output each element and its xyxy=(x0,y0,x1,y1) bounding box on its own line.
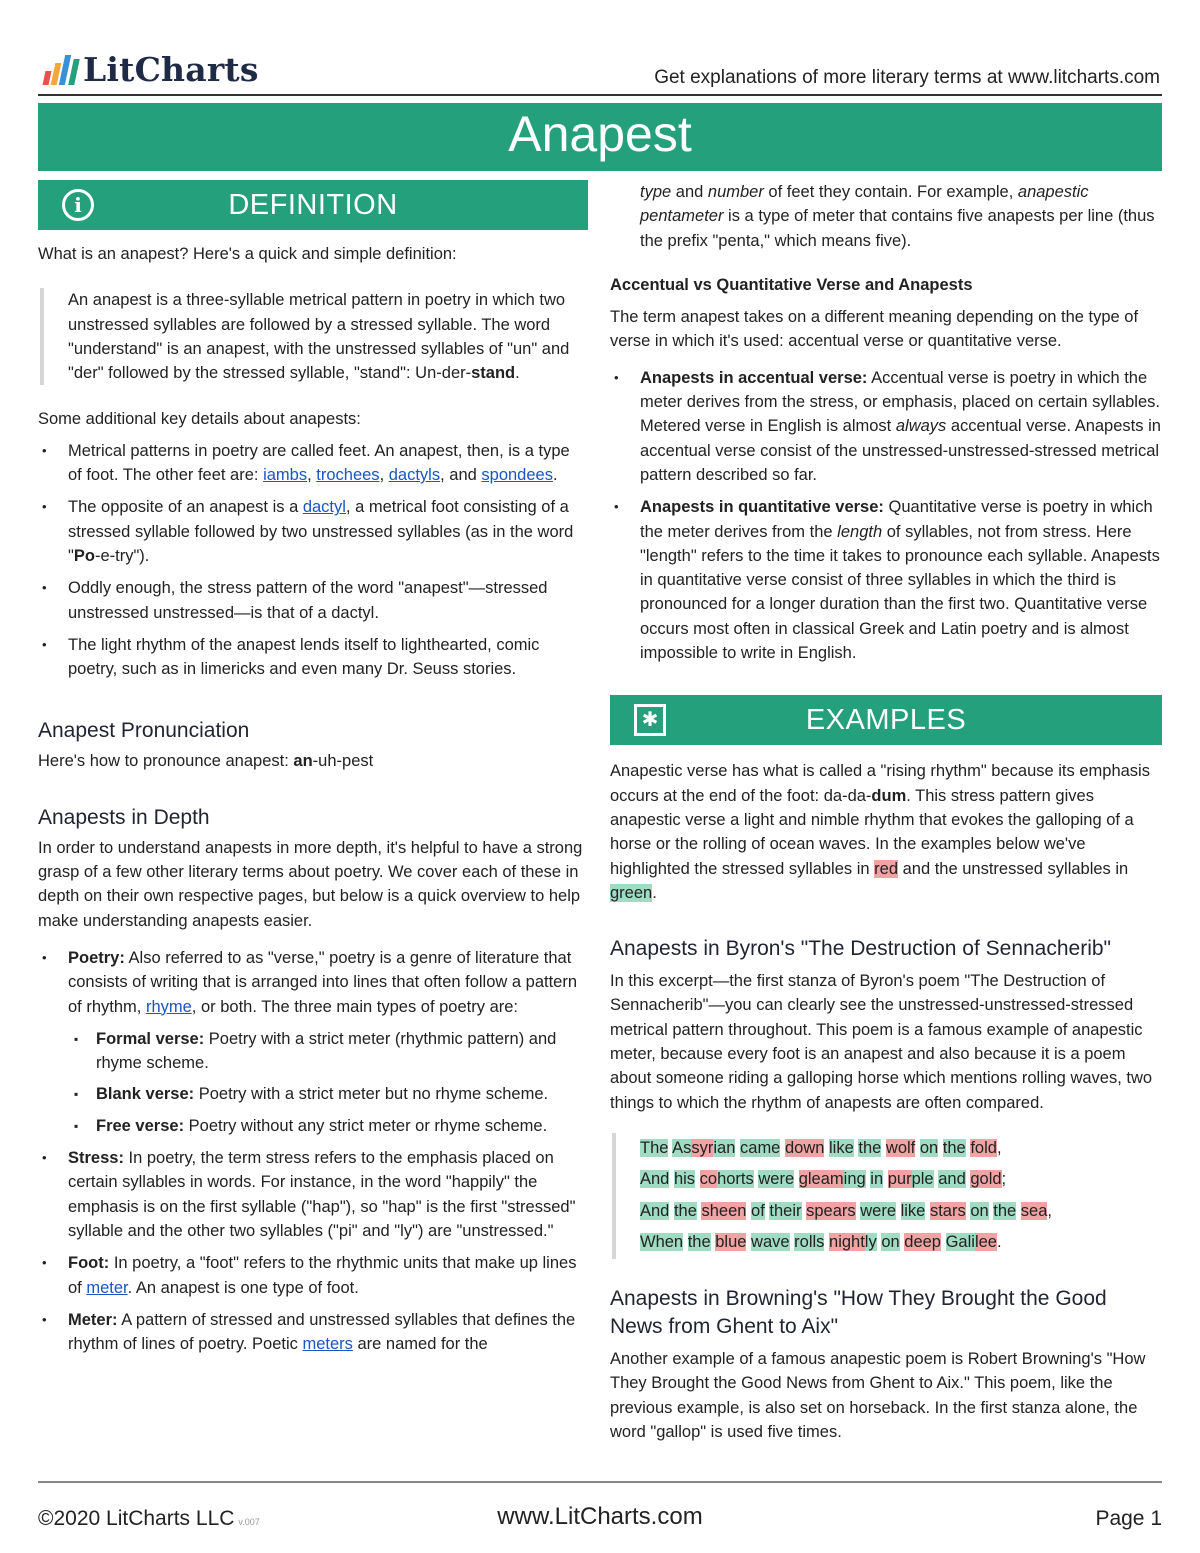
unstressed-syllable: like xyxy=(900,1201,926,1220)
in-depth-intro: In order to understand anapests in more depth, it's helpful to have a strong grasp of a few other literary terms about poetry. We cover each of these in depth on their own respective pages, but below is a quick overview to help make understanding anapests easier. xyxy=(38,838,583,930)
site-link[interactable]: www.LitCharts.com xyxy=(497,1503,703,1530)
list-item: • The opposite of an anapest is a dactyl, a metrical foot consisting of a stressed syllable followed by two unstressed syllables (as in the word "Po-e-try"). xyxy=(38,495,588,568)
link-spondees[interactable]: spondees xyxy=(481,466,553,485)
accentual-intro: The term anapest takes on a different meaning depending on the type of verse in which it's used: accentual verse or quantitative verse. xyxy=(610,308,1139,351)
unstressed-syllable: came xyxy=(740,1138,781,1157)
list-item: • Foot: In poetry, a "foot" refers to the rhythmic units that make up lines of meter. An anapest is one type of foot. xyxy=(38,1251,588,1300)
pronunciation-text: Here's how to pronounce anapest: an-uh-pest xyxy=(38,752,374,771)
list-item: ▪ Free verse: Poetry without any strict meter or rhyme scheme. xyxy=(38,1114,588,1138)
unstressed-syllable: As xyxy=(672,1138,692,1157)
stressed-syllable: night xyxy=(829,1233,865,1252)
stressed-syllable: down xyxy=(784,1138,825,1157)
list-item: ▪ Blank verse: Poetry with a strict meter but no rhyme scheme. xyxy=(38,1082,588,1106)
unstressed-syllable: ing xyxy=(843,1170,866,1189)
link-iambs[interactable]: iambs xyxy=(263,466,308,485)
right-column xyxy=(610,180,1162,1444)
link-rhyme[interactable]: rhyme xyxy=(145,997,192,1016)
definition-intro: What is an anapest? Here's a quick and simple definition: xyxy=(38,245,457,263)
browning-text: Another example of a famous anapestic poem is Robert Browning's "How They Brought the Good News from Ghent to Aix." This poem, like the previous example, is also set on horseback. In the first stanza alone, the word "gallop" is used five times. xyxy=(610,1349,1146,1441)
byron-text: In this excerpt—the first stanza of Byron's poem "The Destruction of Sennacherib"—you can clearly see the unstressed-unstressed-stressed metrical pattern throughout. This poem is a famous example of anapestic meter, because every foot is an anapest and also because it is a poem about someone riding a galloping horse which mentions rolling waves, two things to which the rhythm of anapests are often compared. xyxy=(610,972,1153,1112)
list-item: • Metrical patterns in poetry are called feet. An anapest, then, is a type of foot. The other feet are: iambs, trochees, dactyls, and spondees. xyxy=(38,439,588,488)
byron-poem xyxy=(612,1133,1162,1259)
stressed-syllable: pur xyxy=(887,1170,912,1189)
unstressed-syllable: of xyxy=(751,1201,765,1220)
unstressed-syllable: i xyxy=(971,1233,975,1252)
unstressed-syllable: on xyxy=(970,1201,989,1220)
key-details-intro: Some additional key details about anapests: xyxy=(38,410,361,429)
link-dactyls[interactable]: dactyls xyxy=(388,466,441,485)
byron-heading: Anapests in Byron's "The Destruction of Sennacherib" xyxy=(610,937,1112,961)
stressed-syllable: stars xyxy=(929,1201,966,1220)
definition-header xyxy=(38,180,588,230)
unstressed-syllable: in xyxy=(870,1170,884,1189)
stressed-syllable: wolf xyxy=(885,1138,916,1157)
unstressed-syllable: were xyxy=(860,1201,896,1220)
definition-quote: An anapest is a three-syllable metrical pattern in poetry in which two unstressed syllables are followed by a stressed syllable. The word "understand" is an anapest, with the unstressed syllables of "un" and "der" followed by the stressed syllable, "stand": Un-der-stand. xyxy=(40,288,588,385)
unstressed-syllable: rolls xyxy=(794,1233,825,1252)
logo-bars-icon xyxy=(44,55,77,85)
examples-header xyxy=(610,695,1162,745)
in-depth-heading: Anapests in Depth xyxy=(38,805,210,829)
unstressed-syllable: his xyxy=(673,1170,696,1189)
stressed-syllable: co xyxy=(699,1170,718,1189)
list-item: • Oddly enough, the stress pattern of the word "anapest"—stressed unstressed unstressed—is that of a dactyl. xyxy=(38,576,588,625)
list-item: • Anapests in accentual verse: Accentual verse is poetry in which the meter derives from the stress, or emphasis, placed on certain syllables. Metered verse in English is almost always accentual verse. Anapests in accentual verse consist of the unstressed-unstressed-stressed metrical pattern described so far. xyxy=(610,366,1162,487)
meter-continuation: type and number of feet they contain. For example, anapestic pentameter is a type of meter that contains five anapests per line (thus the prefix "penta," which means five). xyxy=(640,183,1155,250)
list-item: • Anapests in quantitative verse: Quantitative verse is poetry in which the meter derives from the length of syllables, not from stress. Here "length" refers to the time it takes to pronounce each syllable. Anapests in quantitative verse consist of three syllables in which the third is pronounced for a longer duration than the first two. Quantitative verse occurs most often in classical Greek and Latin poetry and is almost impossible to write in English. xyxy=(610,495,1162,665)
stressed-syllable: deep xyxy=(904,1233,941,1252)
stressed-syllable: fold xyxy=(970,1138,997,1157)
link-meter[interactable]: meter xyxy=(86,1278,128,1297)
unstressed-syllable: their xyxy=(769,1201,802,1220)
tagline: Get explanations of more literary terms at www.litcharts.com xyxy=(654,67,1160,88)
unstressed-syllable: the xyxy=(993,1201,1017,1220)
browning-heading: Anapests in Browning's "How They Brought the Good News from Ghent to Aix" xyxy=(610,1286,1107,1338)
red-highlight-sample: red xyxy=(874,859,899,878)
stressed-syllable: gold xyxy=(970,1170,1002,1189)
info-icon: i xyxy=(62,189,94,221)
list-item: • Meter: A pattern of stressed and unstressed syllables that defines the rhythm of lines of poetry. Poetic meters are named for the xyxy=(38,1308,588,1357)
examples-intro: Anapestic verse has what is called a "rising rhythm" because its emphasis occurs at the end of the foot: da-da-dum. This stress pattern gives anapestic verse a light and nimble rhythm that evokes the galloping of a horse or the rolling of ocean waves. In the examples below we've highlighted the stressed syllables in red and the unstressed syllables in green. xyxy=(610,762,1150,902)
unstressed-syllable: were xyxy=(758,1170,795,1189)
link-trochees[interactable]: trochees xyxy=(316,466,380,485)
stressed-syllable: sea xyxy=(1020,1201,1048,1220)
page-number: Page 1 xyxy=(1095,1507,1162,1530)
header-divider xyxy=(38,94,1162,96)
unstressed-syllable: the xyxy=(673,1201,697,1220)
poem-line: And his cohorts were gleaming in purple and gold; xyxy=(640,1170,1007,1189)
stressed-syllable: spears xyxy=(806,1201,856,1220)
unstressed-syllable: Gal xyxy=(945,1233,972,1252)
stressed-syllable: blue xyxy=(715,1233,747,1252)
poem-line: When the blue wave rolls nightly on deep Galilee. xyxy=(640,1233,1002,1252)
version: v.007 xyxy=(238,1517,260,1527)
unstressed-syllable: wave xyxy=(751,1233,790,1252)
pronunciation-heading: Anapest Pronunciation xyxy=(38,719,250,743)
unstressed-syllable: The xyxy=(640,1138,669,1157)
list-item: • Poetry: Also referred to as "verse," poetry is a genre of literature that consists of writing that is arranged into lines that often follow a pattern of rhythm, rhyme, or both. The three main types of poetry are: ▪ Formal verse: Poetry with a strict meter (rhythmic pattern) and rhyme scheme. ▪ Blank verse: Poetry with a strict meter but no rhyme scheme. ▪ Free verse: Poetry without any strict meter or rhyme scheme. xyxy=(38,946,588,1138)
link-dactyl[interactable]: dactyl xyxy=(302,498,346,517)
examples-heading: EXAMPLES xyxy=(805,704,967,737)
unstressed-syllable: on xyxy=(881,1233,900,1252)
unstressed-syllable: When xyxy=(640,1233,684,1252)
in-depth-list xyxy=(38,946,588,1356)
accentual-heading: Accentual vs Quantitative Verse and Anapests xyxy=(610,275,973,294)
stressed-syllable: syr xyxy=(691,1138,714,1157)
left-column xyxy=(38,180,588,1356)
unstressed-syllable: like xyxy=(829,1138,854,1157)
unstressed-syllable: the xyxy=(942,1138,966,1157)
unstressed-syllable: the xyxy=(687,1233,711,1252)
verse-types-list xyxy=(38,1027,588,1138)
copyright: ©2020 LitCharts LLC v.007 xyxy=(38,1507,260,1530)
link-meters[interactable]: meters xyxy=(302,1335,353,1354)
page-title: Anapest xyxy=(38,103,1162,171)
footer-divider xyxy=(38,1481,1162,1483)
unstressed-syllable: horts xyxy=(717,1170,754,1189)
unstressed-syllable: and xyxy=(938,1170,966,1189)
list-item: ▪ Formal verse: Poetry with a strict meter (rhythmic pattern) and rhyme scheme. xyxy=(38,1027,588,1076)
list-item: • The light rhythm of the anapest lends itself to lighthearted, comic poetry, such as in limericks and even many Dr. Seuss stories. xyxy=(38,633,588,682)
unstressed-syllable: ly xyxy=(864,1233,877,1252)
key-details-list xyxy=(38,439,588,682)
list-item: • Stress: In poetry, the term stress refers to the emphasis placed on certain syllables in words. For instance, in the word "happily" the emphasis is on the first syllable ("hap"), so "hap" is the first "stressed" syllable and the other two syllables ("pi" and "ly") are "unstressed." xyxy=(38,1146,588,1243)
unstressed-syllable: on xyxy=(919,1138,939,1157)
poem-line: And the sheen of their spears were like stars on the sea, xyxy=(640,1201,1052,1220)
unstressed-syllable: ian xyxy=(713,1138,736,1157)
litcharts-logo[interactable] xyxy=(44,50,259,90)
unstressed-syllable: ple xyxy=(911,1170,934,1189)
unstressed-syllable: And xyxy=(640,1170,670,1189)
stressed-syllable: gleam xyxy=(798,1170,844,1189)
unstressed-syllable: the xyxy=(858,1138,882,1157)
asterisk-icon: ✱ xyxy=(634,704,666,736)
stressed-syllable: lee xyxy=(974,1233,997,1252)
stressed-syllable: sheen xyxy=(701,1201,747,1220)
unstressed-syllable: And xyxy=(640,1201,670,1220)
green-highlight-sample: green xyxy=(610,883,653,902)
logo-text: LitCharts xyxy=(83,49,259,89)
poem-line: The Assyrian came down like the wolf on the fold, xyxy=(640,1138,1002,1157)
accentual-list xyxy=(610,366,1162,666)
definition-heading: DEFINITION xyxy=(228,188,398,221)
